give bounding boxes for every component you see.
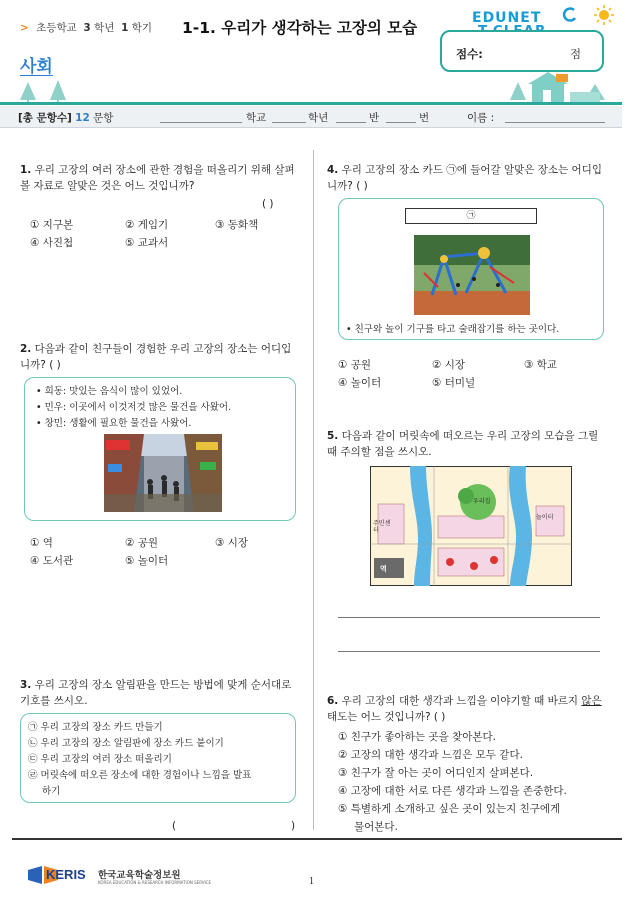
crumb-grade-unit: 학년 <box>94 22 115 34</box>
q3-number: 3. <box>20 679 32 691</box>
crumb-school: 초등학교 <box>36 22 77 34</box>
sun-icon <box>593 4 615 26</box>
school-blank[interactable] <box>160 122 242 123</box>
name-label: 이름 : <box>467 112 495 124</box>
q6-text-after: 태도는 어느 것입니까? ( ) <box>327 711 446 723</box>
q6-option-3[interactable]: ③ 친구가 잘 아는 곳이 어디인지 살펴본다. <box>338 767 534 779</box>
q2-box-line-3: • 창민: 생활에 필요한 물건을 사왔어. <box>36 418 192 429</box>
q2-option-5[interactable]: ⑤ 놀이터 <box>125 555 169 567</box>
q4-option-4[interactable]: ④ 놀이터 <box>338 377 382 389</box>
q5-text: 다음과 같이 머릿속에 떠오르는 우리 고장의 모습을 그릴 때 주의할 점을 쓰시오. <box>327 430 599 458</box>
q2-box-line-2: • 민우: 이곳에서 이것저것 많은 물건을 사왔어. <box>36 402 232 413</box>
q3-step-4-cont: 하기 <box>42 786 61 797</box>
question-2 <box>20 341 300 373</box>
q4-option-2[interactable]: ② 시장 <box>432 359 466 371</box>
question-3 <box>20 677 300 709</box>
q3-step-3: ㉢ 우리 고장의 여러 장소 떠올리기 <box>28 754 172 765</box>
count-value: 12 <box>75 112 90 124</box>
map-label-center: 주민센터 <box>373 520 391 534</box>
question-4 <box>327 162 609 194</box>
keris-wordmark: KERIS <box>46 867 86 882</box>
q3-paren-close[interactable]: ) <box>291 820 296 832</box>
q6-text-before: 우리 고장의 대한 생각과 느낌을 이야기할 때 바르지 <box>341 695 582 707</box>
question-5 <box>327 428 609 460</box>
count-label: [총 문항수] <box>18 112 72 124</box>
q5-number: 5. <box>327 430 339 442</box>
market-photo <box>104 434 222 512</box>
school-label: 학교 <box>246 112 267 124</box>
q1-option-5[interactable]: ⑤ 교과서 <box>125 237 169 249</box>
footer-rule <box>12 838 622 840</box>
class-blank[interactable] <box>336 122 366 123</box>
class-label: 반 <box>369 112 380 124</box>
crumb-grade: 3 <box>83 22 91 34</box>
score-unit: 점 <box>570 47 582 61</box>
q3-step-2: ㉡ 우리 고장의 장소 알림판에 장소 카드 붙이기 <box>28 738 224 749</box>
q4-card-label: ㉠ <box>405 208 537 224</box>
town-map-drawing <box>370 466 572 586</box>
question-1 <box>20 162 302 194</box>
column-divider <box>313 150 314 830</box>
q2-option-4[interactable]: ④ 도서관 <box>30 555 74 567</box>
q3-step-1: ㉠ 우리 고장의 장소 카드 만들기 <box>28 722 163 733</box>
name-blank[interactable] <box>505 122 605 123</box>
q1-text: 우리 고장의 여러 장소에 관한 경험을 떠올리기 위해 살펴볼 자료로 알맞은 것은 어느 것입니까? <box>20 164 295 192</box>
q6-option-5[interactable]: ⑤ 특별하게 소개하고 싶은 곳이 있는지 친구에게 <box>338 803 561 815</box>
header-rule <box>0 102 622 105</box>
q6-text-emphasis: 않은 <box>581 695 602 707</box>
logo-swoosh-icon <box>560 6 578 24</box>
q6-option-4[interactable]: ④ 고장에 대한 서로 다른 생각과 느낌을 존중한다. <box>338 785 567 797</box>
q6-option-1[interactable]: ① 친구가 좋아하는 곳을 찾아본다. <box>338 731 496 743</box>
q5-answer-line-1[interactable] <box>338 617 600 618</box>
q1-option-2[interactable]: ② 게임기 <box>125 219 169 231</box>
q6-number: 6. <box>327 695 339 707</box>
q1-number: 1. <box>20 164 32 176</box>
q1-answer-paren[interactable]: ( ) <box>262 198 274 210</box>
q1-option-4[interactable]: ④ 사진첩 <box>30 237 74 249</box>
q5-answer-line-2[interactable] <box>338 651 600 652</box>
q4-text: 우리 고장의 장소 카드 ㉠에 들어갈 알맞은 장소는 어디입니까? ( ) <box>327 164 602 192</box>
q4-option-3[interactable]: ③ 학교 <box>524 359 558 371</box>
q4-option-1[interactable]: ① 공원 <box>338 359 372 371</box>
q3-step-4: ㉣ 머릿속에 떠오른 장소에 대한 경험이나 느낌을 발표 <box>28 770 252 781</box>
page-title: 1-1. 우리가 생각하는 고장의 모습 <box>182 19 418 37</box>
number-blank[interactable] <box>386 122 416 123</box>
keris-korean-name: 한국교육학술정보원 <box>98 870 181 881</box>
grade-blank[interactable] <box>272 122 306 123</box>
crumb-term-unit: 학기 <box>131 22 153 34</box>
q3-text: 우리 고장의 장소 알림판을 만드는 방법에 맞게 순서대로 기호를 쓰시오. <box>20 679 292 707</box>
score-label: 점수: <box>456 47 483 61</box>
page-number: 1 <box>309 876 314 887</box>
q2-option-1[interactable]: ① 역 <box>30 537 53 549</box>
playground-photo <box>414 235 530 315</box>
q4-number: 4. <box>327 164 339 176</box>
q4-option-5[interactable]: ⑤ 터미널 <box>432 377 476 389</box>
chevron-right-icon: > <box>20 22 29 34</box>
breadcrumb <box>20 20 152 35</box>
map-label-station: 역 <box>380 565 387 573</box>
keris-english-name: KOREA EDUCATION & RESEARCH INFORMATION SERVICE <box>98 880 211 885</box>
subject-title: 사회 <box>20 57 53 77</box>
question-6 <box>327 693 609 725</box>
grade-label: 학년 <box>308 112 329 124</box>
question-count <box>18 110 113 125</box>
map-label-playground: 놀이터 <box>536 514 554 521</box>
q2-number: 2. <box>20 343 32 355</box>
q2-option-3[interactable]: ③ 시장 <box>215 537 249 549</box>
q2-text: 다음과 같이 친구들이 경험한 우리 고장의 장소는 어디입니까? ( ) <box>20 343 292 371</box>
count-unit: 문항 <box>93 112 114 124</box>
q1-option-1[interactable]: ① 지구본 <box>30 219 74 231</box>
number-label: 번 <box>419 112 430 124</box>
q1-option-3[interactable]: ③ 동화책 <box>215 219 259 231</box>
q3-paren-open[interactable]: ( <box>172 820 177 832</box>
crumb-term: 1 <box>121 22 129 34</box>
town-scenery <box>0 70 637 104</box>
q2-option-2[interactable]: ② 공원 <box>125 537 159 549</box>
edunet-logo: EDUNET <box>472 10 542 26</box>
q4-caption: • 친구와 놀이 기구를 타고 술래잡기를 하는 곳이다. <box>346 324 560 335</box>
q2-box-line-1: • 희동: 맛있는 음식이 많이 있었어. <box>36 386 183 397</box>
q6-option-5-cont: 물어본다. <box>354 821 398 833</box>
q6-option-2[interactable]: ② 고장의 대한 생각과 느낌은 모두 같다. <box>338 749 523 761</box>
map-label-home: 우리집 <box>473 498 491 505</box>
